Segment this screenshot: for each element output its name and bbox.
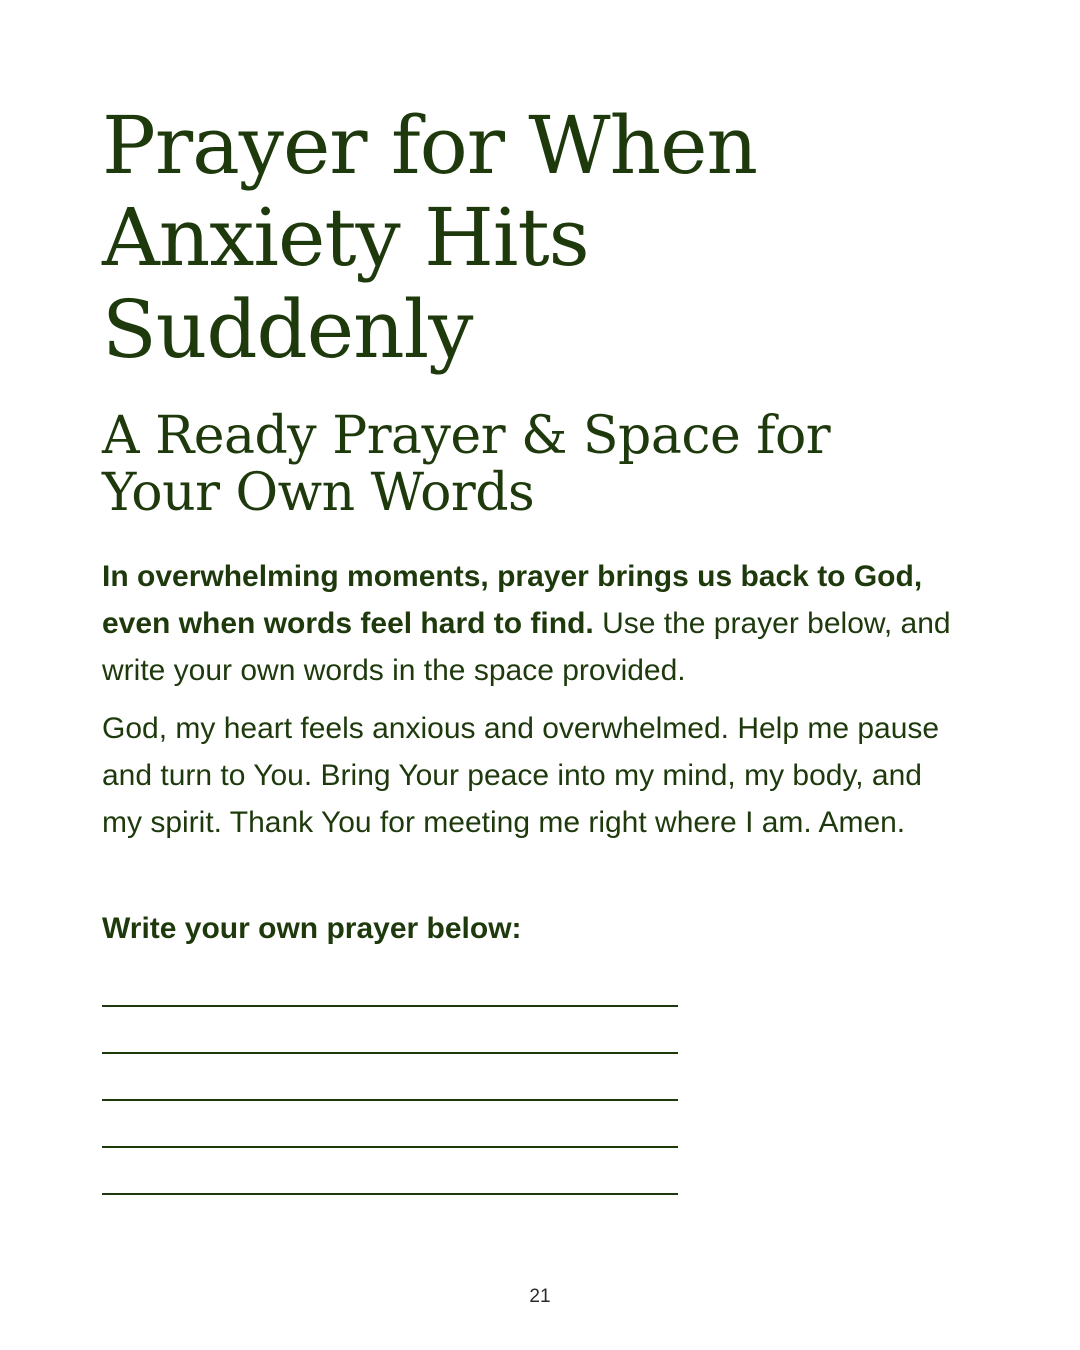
intro-bold-text: In overwhelming moments, prayer brings us back to God, even when words feel hard to find. <box>102 560 923 640</box>
page-title: Prayer for When Anxiety Hits Suddenly <box>102 99 758 376</box>
intro-paragraph <box>102 553 962 694</box>
writing-lines <box>102 960 682 1195</box>
write-prayer-label: Write your own prayer below: <box>102 912 522 945</box>
writing-line[interactable] <box>102 1101 678 1148</box>
writing-line[interactable] <box>102 1007 678 1054</box>
intro-regular-text: Use the prayer below, and write your own words in the space provided. <box>102 607 951 687</box>
page-subtitle: A Ready Prayer & Space for Your Own Words <box>102 406 831 523</box>
page-number: 21 <box>529 1286 551 1307</box>
prayer-text: God, my heart feels anxious and overwhelmed. Help me pause and turn to You. Bring Your peace into my mind, my body, and my spirit. Thank You for meeting me right where I am. Amen. <box>102 712 940 839</box>
writing-line[interactable] <box>102 1148 678 1195</box>
writing-line[interactable] <box>102 960 678 1007</box>
writing-line[interactable] <box>102 1054 678 1101</box>
